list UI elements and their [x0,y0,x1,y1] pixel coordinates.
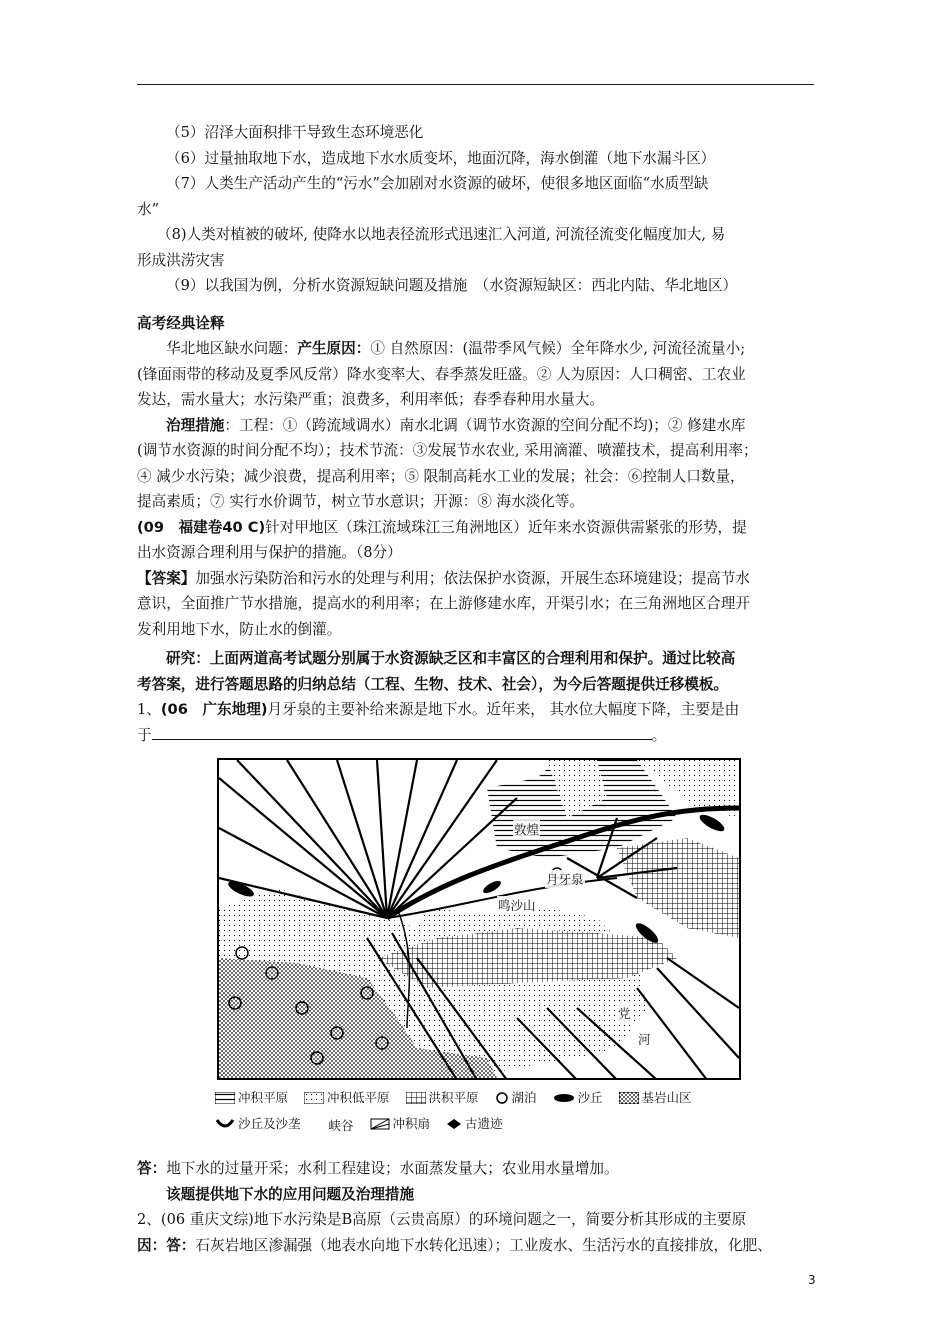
cause-c: 发达，需水量大；水污染严重；浪费多，利用率低；春季春种用水量大。 [137,391,605,408]
q2-text-b: 石灰岩地区渗漏强（地表水向地下水转化迅速）；工业废水、生活污水的直接排放，化肥、 [195,1236,772,1254]
fujian-q-a: 针对甲地区（珠江流域珠江三角洲地区）近年来水资源供需紧张的形势，提 [265,518,747,536]
text-line-6: （6）过量抽取地下水，造成地下水水质变坏，地面沉降，海水倒灌（地下水漏斗区） [166,149,716,167]
label-yueyaquan: 月牙泉 [546,872,584,887]
legend-item [495,1086,537,1110]
fujian-ans-a: 加强水污染防治和污水的处理与利用；依法保护水资源，开展生态环境建设；提高节水 [195,569,750,587]
measure-a: ：工程：①（跨流域调水）南水北调（调节水资源的空间分配不均)；② 修建水库 [224,416,746,434]
text-line-8a: （8)人类对植被的破坏, 使降水以地表径流形式迅速汇入河道, 河流径流变化幅度加大, 易 [157,226,726,243]
research-b: 考答案，进行答题思路的归纳总结（工程、生物、技术、社会），为今后答题提供迁移模板。 [137,675,729,693]
q1-line-b [137,723,814,749]
legend-item [215,1086,288,1110]
measure-b: (调节水资源的时间分配不均）；技术节流：③发展节水农业, 采用滴灌、喷灌技术，提高利用率； [137,442,758,459]
measure-d: 提高素质；⑦ 实行水价调节，树立节水意识；开源：⑧ 海水淡化等。 [137,493,585,510]
page-number: 3 [808,1273,816,1287]
q2-answer-label: 因：答： [137,1236,196,1254]
q2-tag: (06 重庆文综) [160,1211,254,1228]
legend-label: 冲积扇 [392,1116,431,1131]
q2-text-a: 地下水污染是B高原（云贵高原）的环境问题之一，简要分析其形成的主要原 [253,1211,747,1228]
north-cause-line [137,336,814,362]
measure-label: 治理措施 [166,416,225,434]
legend-label: 古遗迹 [465,1116,503,1131]
legend-label: 湖泊 [511,1090,537,1105]
legend-label: 冲积低平原 [327,1090,390,1105]
legend-label: 峡谷 [328,1118,354,1133]
pluvial-plain-swatch [406,1092,426,1104]
q1-answer [137,1156,814,1182]
q2-line-b [137,1233,814,1259]
alluvial-fan-icon [370,1118,390,1130]
fujian-ans-c: 发利用地下水，防止水的倒灌。 [137,620,342,638]
legend-item [406,1086,479,1110]
q1-end: 。 [651,726,667,744]
cause-a: ① 自然原因：(温带季风气候）全年降水少, 河流径流量小; [370,340,746,357]
legend-item [446,1112,503,1136]
q1-answer-text: 地下水的过量开采；水利工程建设；水面蒸发量大；农业用水量增加。 [166,1160,619,1177]
legend-item [619,1086,692,1110]
text-line-7b: 水” [137,200,160,218]
alluvial-plain-swatch [215,1092,235,1104]
label-he: 河 [638,1032,651,1047]
fujian-tag: (09 福建卷40 C) [137,518,266,536]
legend-label: 沙丘 [577,1090,603,1105]
q1-text-b: 于 [137,726,152,744]
ancient-site-icon [446,1118,462,1130]
fujian-question [137,515,814,541]
research-a: 研究：上面两道高考试题分别属于水资源缺乏区和丰富区的合理利用和保护。通过比较高 [166,650,736,667]
measure-c: ④ 减少水污染；减少浪费，提高利用率；⑤ 限制高耗水工业的发展；社会：⑥控制人口数量， [137,467,745,485]
q1-answer-label: 答： [137,1160,167,1177]
cause-label: 产生原因： [297,340,371,357]
lake-icon [495,1092,509,1104]
fujian-q-b: 出水资源合理利用与保护的措施。（8分） [137,544,402,561]
text-line-5: （5）沼泽大面积排干导致生态环境恶化 [166,124,424,141]
map-legend [215,1086,755,1138]
measure-line [137,413,814,439]
answer-label: 【答案】 [137,569,196,587]
q1-num: 1、 [137,701,161,718]
header-rule [137,84,814,85]
legend-label: 洪积平原 [428,1090,479,1105]
q1-line [137,697,814,723]
fujian-ans-b: 意识，全面推广节水措施，提高水的利用率；在上游修建水库，开渠引水；在三角洲地区合理开 [137,595,750,612]
section-title: 高考经典诠释 [137,314,225,332]
dune-icon [553,1092,575,1104]
q2-line [137,1207,814,1233]
q1-note: 该题提供地下水的应用问题及治理措施 [166,1185,415,1203]
low-plain-swatch [304,1092,324,1104]
legend-label: 沙丘及沙垄 [238,1116,301,1131]
document-body [137,120,814,1258]
legend-label: 冲积平原 [238,1090,289,1105]
label-mingshashan: 鸣沙山 [498,898,536,913]
bedrock-swatch [619,1092,639,1104]
legend-item [553,1086,603,1110]
legend-label: 基岩山区 [641,1090,692,1105]
legend-item [304,1086,390,1110]
text-line-8b: 形成洪涝灾害 [137,251,225,269]
q1-tag: (06 广东地理) [160,701,268,718]
north-intro: 华北地区缺水问题： [166,340,298,357]
cause-b: (锋面雨带的移动及夏季风反常）降水变率大、春季蒸发旺盛。② 人为原因：人口稠密、工农业 [137,365,746,383]
fujian-answer [137,566,814,592]
text-line-7a: （7）人类生产活动产生的“污水”会加剧对水资源的破坏，使很多地区面临“水质型缺 [166,175,709,192]
text-line-9: （9）以我国为例，分析水资源短缺问题及措施 （水资源短缺区：西北内陆、华北地区） [166,277,738,294]
dune-ridge-icon [215,1118,235,1130]
map-figure [217,758,741,1080]
q1-text-a: 月牙泉的主要补给来源是地下水。近年来， 其水位大幅度下降，主要是由 [267,701,740,718]
label-dang: 党 [618,1006,631,1021]
legend-item [370,1112,431,1136]
q2-num: 2、 [137,1211,161,1228]
answer-blank[interactable] [152,725,652,740]
label-dunhuang: 敦煌 [514,822,540,837]
legend-item [329,1114,354,1138]
geology-map [217,758,741,1080]
legend-item [215,1112,301,1136]
